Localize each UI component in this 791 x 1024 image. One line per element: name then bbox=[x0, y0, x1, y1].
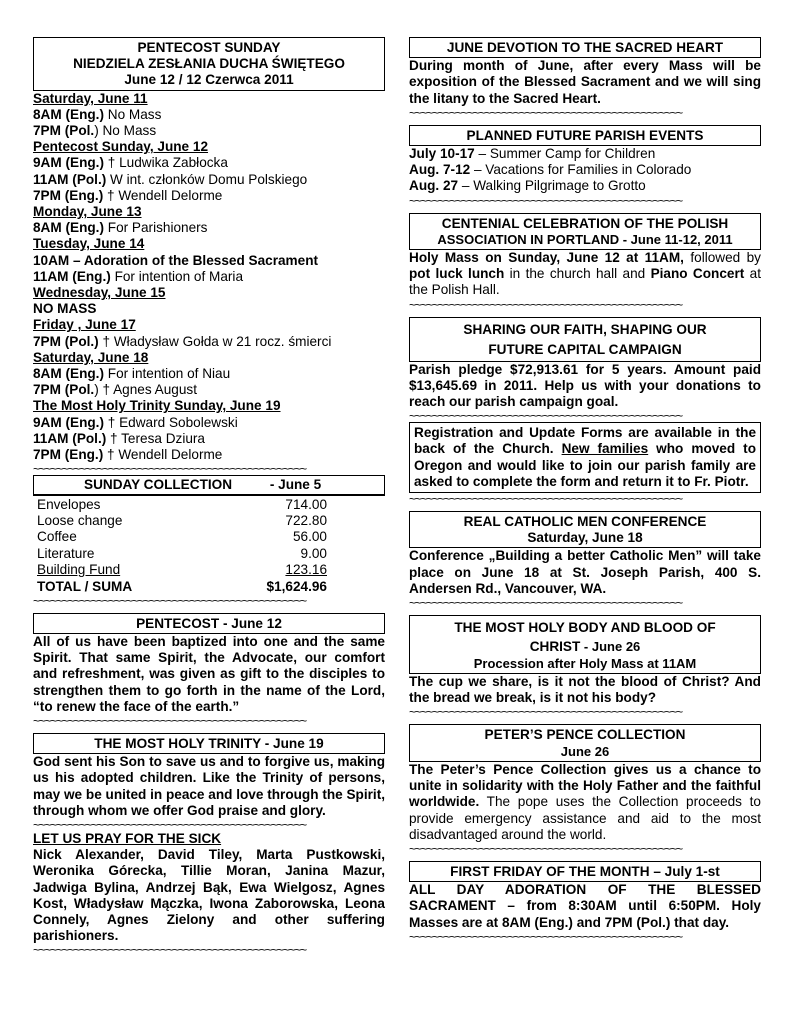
pentecost-box bbox=[33, 613, 385, 634]
divider: ~~~~~~~~~~~~~~~~~~~~~~~~~~~~~~~~~~~~~~~~~~~~~~~ bbox=[409, 842, 682, 855]
centenial-title: CENTENIAL CELEBRATION OF THE POLISH bbox=[441, 215, 729, 231]
centenial-subtitle: ASSOCIATION IN PORTLAND - June 11-12, 2011 bbox=[437, 231, 733, 247]
divider: ~~~~~~~~~~~~~~~~~~~~~~~~~~~~~~~~~~~~~~~~~~~~~~~ bbox=[409, 410, 682, 423]
mass-intention: No Mass bbox=[103, 106, 162, 122]
mass-intention: For intention of Niau bbox=[103, 366, 231, 382]
june-devotion-title: JUNE DEVOTION TO THE SACRED HEART bbox=[446, 40, 724, 55]
schedule-mass bbox=[33, 172, 385, 188]
collection-row bbox=[37, 529, 327, 545]
collection-date: - June 5 bbox=[269, 477, 322, 493]
planned-events-title: PLANNED FUTURE PARISH EVENTS bbox=[466, 127, 704, 143]
divider: ~~~~~~~~~~~~~~~~~~~~~~~~~~~~~~~~~~~~~~~~~~~~~~~ bbox=[409, 194, 682, 207]
header-polish-title: NIEDZIELA ZESŁANIA DUCHA ŚWIĘTEGO bbox=[73, 56, 345, 72]
peters-pence-box bbox=[409, 724, 761, 761]
pentecost-text: All of us have been baptized into one and the same Spirit. That same Spirit, the Advocate, our comfort and refreshment, was given as gift to the disciples to strengthen them to go forth in the name of the Lord, “to renew the face of the earth.” bbox=[33, 634, 385, 714]
trinity-date: - June 19 bbox=[260, 736, 324, 752]
mass-time: 7PM (Pol. bbox=[33, 382, 95, 398]
mass-intention: † Teresa Dziura bbox=[106, 430, 205, 446]
schedule-mass bbox=[33, 107, 385, 123]
mass-time: 7PM (Pol.) bbox=[33, 333, 99, 349]
header-title: PENTECOST SUNDAY bbox=[137, 40, 281, 55]
schedule-day: Saturday, June 18 bbox=[33, 349, 149, 365]
pentecost-header-box bbox=[33, 37, 385, 91]
corpus-christi-subtitle: Procession after Holy Mass at 11AM bbox=[473, 656, 697, 672]
schedule-mass bbox=[33, 334, 385, 350]
corpus-christi-title-2: CHRIST bbox=[529, 639, 581, 655]
divider: ~~~~~~~~~~~~~~~~~~~~~~~~~~~~~~~~~~~~~~~~~~~~~~~ bbox=[409, 706, 682, 719]
mass-time: 8AM (Eng.) bbox=[33, 220, 104, 236]
mass-intention: ) † Agnes August bbox=[94, 382, 197, 398]
corpus-christi-title: THE MOST HOLY BODY AND BLOOD OF bbox=[454, 620, 716, 636]
mass-time: 7PM (Eng.) bbox=[33, 187, 104, 203]
mass-time: 8AM (Eng.) bbox=[33, 366, 104, 382]
pentecost-title: PENTECOST bbox=[136, 615, 220, 631]
registration-box: Registration and Update Forms are available in the back of the Church. New families who moved to Oregon and would like to join our parish family are asked to complete the form and return it to Fr. Piotr. bbox=[409, 422, 761, 493]
collection-value: 722.80 bbox=[285, 512, 327, 528]
planned-events-box bbox=[409, 125, 761, 146]
divider: ~~~~~~~~~~~~~~~~~~~~~~~~~~~~~~~~~~~~~~~~~~~~~~~ bbox=[33, 944, 306, 957]
mass-intention: W int. członków Domu Polskiego bbox=[106, 171, 308, 187]
planned-event-text: – Walking Pilgrimage to Grotto bbox=[458, 178, 646, 194]
schedule-mass bbox=[33, 155, 385, 171]
collection-row bbox=[37, 562, 327, 578]
mass-intention: For Parishioners bbox=[103, 220, 208, 236]
centenial-box bbox=[409, 213, 761, 250]
collection-box bbox=[33, 475, 385, 496]
collection-row bbox=[37, 513, 327, 529]
sick-title: LET US PRAY FOR THE SICK bbox=[33, 831, 222, 847]
corpus-christi-box bbox=[409, 615, 761, 674]
schedule-day: Friday , June 17 bbox=[33, 317, 136, 333]
planned-event-text: – Summer Camp for Children bbox=[474, 146, 656, 162]
planned-event bbox=[409, 162, 761, 178]
sick-text: Nick Alexander, David Tiley, Marta Pustkowski, Weronika Górecka, Tillie Moran, Janina Mazur, Jadwiga Bylina, Andrzej Bąk, Ewa Wielgosz, Agnes Kost, Władysław Mączka, Iwona Zaborowska, Leona Connely, Agnes Zielony and other suffering parishioners. bbox=[33, 847, 385, 944]
mass-intention: † Wendell Delorme bbox=[103, 187, 223, 203]
first-friday-box bbox=[409, 861, 761, 882]
schedule-day: Wednesday, June 15 bbox=[33, 285, 166, 301]
collection-label: Literature bbox=[37, 545, 95, 561]
first-friday-date: – July 1-st bbox=[649, 863, 720, 879]
mass-time: 11AM (Eng.) bbox=[33, 268, 111, 284]
collection-title: SUNDAY COLLECTION bbox=[84, 477, 233, 493]
june-devotion-text: During month of June, after every Mass will be exposition of the Blessed Sacrament and we will sing the litany to the Sacred Heart. bbox=[409, 58, 761, 106]
planned-event bbox=[409, 146, 761, 162]
june-devotion-box bbox=[409, 37, 761, 58]
registration-text: Registration and Update Forms are available in the back of the Church. bbox=[414, 425, 756, 457]
total-value: $1,624.96 bbox=[266, 578, 327, 594]
planned-event bbox=[409, 178, 761, 194]
total-label: TOTAL / SUMA bbox=[37, 578, 133, 594]
centenial-text: Holy Mass on Sunday, June 12 at 11AM, followed by pot luck lunch in the church hall and Piano Concert at the Polish Hall. bbox=[409, 250, 761, 298]
schedule-mass bbox=[33, 415, 385, 431]
schedule-mass bbox=[33, 382, 385, 398]
mass-intention: † Edward Sobolewski bbox=[103, 414, 238, 430]
schedule-mass bbox=[33, 123, 385, 139]
collection-value: 56.00 bbox=[292, 529, 327, 545]
collection-label: Building Fund bbox=[37, 562, 121, 578]
peters-pence-title: PETER’S PENCE COLLECTION bbox=[484, 727, 686, 743]
collection-label: Coffee bbox=[37, 529, 77, 545]
schedule-note: NO MASS bbox=[33, 301, 97, 317]
new-families-link: New families bbox=[561, 441, 649, 457]
schedule-mass bbox=[33, 366, 385, 382]
collection-table bbox=[37, 496, 327, 594]
left-column bbox=[33, 37, 385, 956]
first-friday-title: FIRST FRIDAY OF THE MONTH bbox=[450, 863, 650, 879]
collection-header bbox=[34, 476, 384, 495]
peters-pence-text: The Peter’s Pence Collection gives us a chance to unite in solidarity with the Holy Father and the faithful worldwide. The pope uses the Collection proceeds to provide emergency assistance and aid to the most disadvantaged around the world. bbox=[409, 761, 761, 842]
trinity-text: God sent his Son to save us and to forgive us, making us his adopted children. Like the Trinity of persons, may we be united in peace and love through the Spirit, through whom we offer God praise and glory. bbox=[33, 754, 385, 818]
collection-row bbox=[37, 496, 327, 512]
mass-time: 11AM (Pol.) bbox=[33, 171, 107, 187]
schedule-mass bbox=[33, 431, 385, 447]
divider: ~~~~~~~~~~~~~~~~~~~~~~~~~~~~~~~~~~~~~~~~~~~~~~~ bbox=[33, 463, 306, 476]
divider: ~~~~~~~~~~~~~~~~~~~~~~~~~~~~~~~~~~~~~~~~~~~~~~~ bbox=[409, 106, 682, 119]
planned-events-list bbox=[409, 146, 761, 195]
collection-total-row bbox=[37, 578, 327, 594]
planned-event-date: Aug. 27 bbox=[409, 178, 459, 194]
divider: ~~~~~~~~~~~~~~~~~~~~~~~~~~~~~~~~~~~~~~~~~~~~~~~ bbox=[33, 594, 306, 607]
peters-pence-date: June 26 bbox=[560, 743, 610, 759]
divider: ~~~~~~~~~~~~~~~~~~~~~~~~~~~~~~~~~~~~~~~~~~~~~~~ bbox=[33, 819, 306, 832]
mass-intention: † Wendell Delorme bbox=[103, 447, 223, 463]
mass-time: 9AM (Eng.) bbox=[33, 414, 104, 430]
schedule-day: Monday, June 13 bbox=[33, 204, 142, 220]
mass-time: 7PM (Pol. bbox=[33, 123, 95, 139]
mass-time: 11AM (Pol.) bbox=[33, 430, 107, 446]
schedule-mass bbox=[33, 220, 385, 236]
planned-event-text: – Vacations for Families in Colorado bbox=[470, 162, 692, 178]
planned-event-date: Aug. 7-12 bbox=[409, 162, 471, 178]
capital-campaign-title: SHARING OUR FAITH, SHAPING OUR bbox=[463, 321, 707, 337]
schedule-mass bbox=[33, 188, 385, 204]
men-conference-title: REAL CATHOLIC MEN CONFERENCE bbox=[463, 514, 707, 530]
mass-intention: For intention of Maria bbox=[110, 268, 244, 284]
collection-value: 123.16 bbox=[285, 562, 327, 578]
mass-time: 9AM (Eng.) bbox=[33, 155, 104, 171]
collection-label: Loose change bbox=[37, 512, 123, 528]
schedule-day: Tuesday, June 14 bbox=[33, 236, 145, 252]
mass-schedule bbox=[33, 91, 385, 464]
first-friday-text: ALL DAY ADORATION OF THE BLESSED SACRAMENT – from 8:30AM until 6:50PM. Holy Masses are at 8AM (Eng.) and 7PM (Pol.) that day. bbox=[409, 882, 761, 930]
schedule-note: 10AM – Adoration of the Blessed Sacrament bbox=[33, 252, 319, 268]
corpus-christi-date: - June 26 bbox=[580, 639, 641, 655]
header-date: June 12 / 12 Czerwca 2011 bbox=[124, 72, 294, 88]
mass-intention: ) No Mass bbox=[94, 123, 157, 139]
mass-intention: † Władysław Gołda w 21 rocz. śmierci bbox=[98, 333, 332, 349]
pentecost-date: - June 12 bbox=[219, 615, 282, 631]
mass-time: 8AM (Eng.) bbox=[33, 106, 104, 122]
men-conference-text: Conference „Building a better Catholic Men” will take place on June 18 at St. Joseph Parish, 400 S. Andersen Rd., Vancouver, WA. bbox=[409, 548, 761, 596]
right-column bbox=[409, 37, 761, 943]
schedule-day: Pentecost Sunday, June 12 bbox=[33, 139, 209, 155]
divider: ~~~~~~~~~~~~~~~~~~~~~~~~~~~~~~~~~~~~~~~~~~~~~~~ bbox=[33, 715, 306, 728]
divider: ~~~~~~~~~~~~~~~~~~~~~~~~~~~~~~~~~~~~~~~~~~~~~~~ bbox=[409, 930, 682, 943]
divider: ~~~~~~~~~~~~~~~~~~~~~~~~~~~~~~~~~~~~~~~~~~~~~~~ bbox=[409, 493, 682, 506]
collection-label: Envelopes bbox=[37, 496, 101, 512]
capital-campaign-text: Parish pledge $72,913.61 for 5 years. Amount paid $13,645.69 in 2011. Help us with your donations to reach our parish campaign goal. bbox=[409, 361, 761, 410]
schedule-mass bbox=[33, 447, 385, 463]
capital-campaign-subtitle: FUTURE CAPITAL CAMPAIGN bbox=[488, 341, 682, 357]
men-conference-date: Saturday, June 18 bbox=[527, 530, 643, 546]
planned-event-date: July 10-17 bbox=[409, 146, 475, 162]
collection-value: 9.00 bbox=[300, 545, 327, 561]
collection-value: 714.00 bbox=[285, 496, 327, 512]
divider: ~~~~~~~~~~~~~~~~~~~~~~~~~~~~~~~~~~~~~~~~~~~~~~~ bbox=[409, 597, 682, 610]
men-conference-box bbox=[409, 511, 761, 548]
schedule-day: The Most Holy Trinity Sunday, June 19 bbox=[33, 398, 281, 414]
mass-time: 7PM (Eng.) bbox=[33, 447, 104, 463]
schedule-day: Saturday, June 11 bbox=[33, 90, 148, 106]
schedule-mass bbox=[33, 269, 385, 285]
trinity-title: THE MOST HOLY TRINITY bbox=[94, 736, 261, 752]
collection-row bbox=[37, 546, 327, 562]
mass-intention: † Ludwika Zabłocka bbox=[103, 155, 228, 171]
corpus-christi-text: The cup we share, is it not the blood of Christ? And the bread we break, is it not his body? bbox=[409, 674, 761, 706]
capital-campaign-box bbox=[409, 317, 761, 362]
divider: ~~~~~~~~~~~~~~~~~~~~~~~~~~~~~~~~~~~~~~~~~~~~~~~ bbox=[409, 298, 682, 311]
trinity-box bbox=[33, 733, 385, 754]
